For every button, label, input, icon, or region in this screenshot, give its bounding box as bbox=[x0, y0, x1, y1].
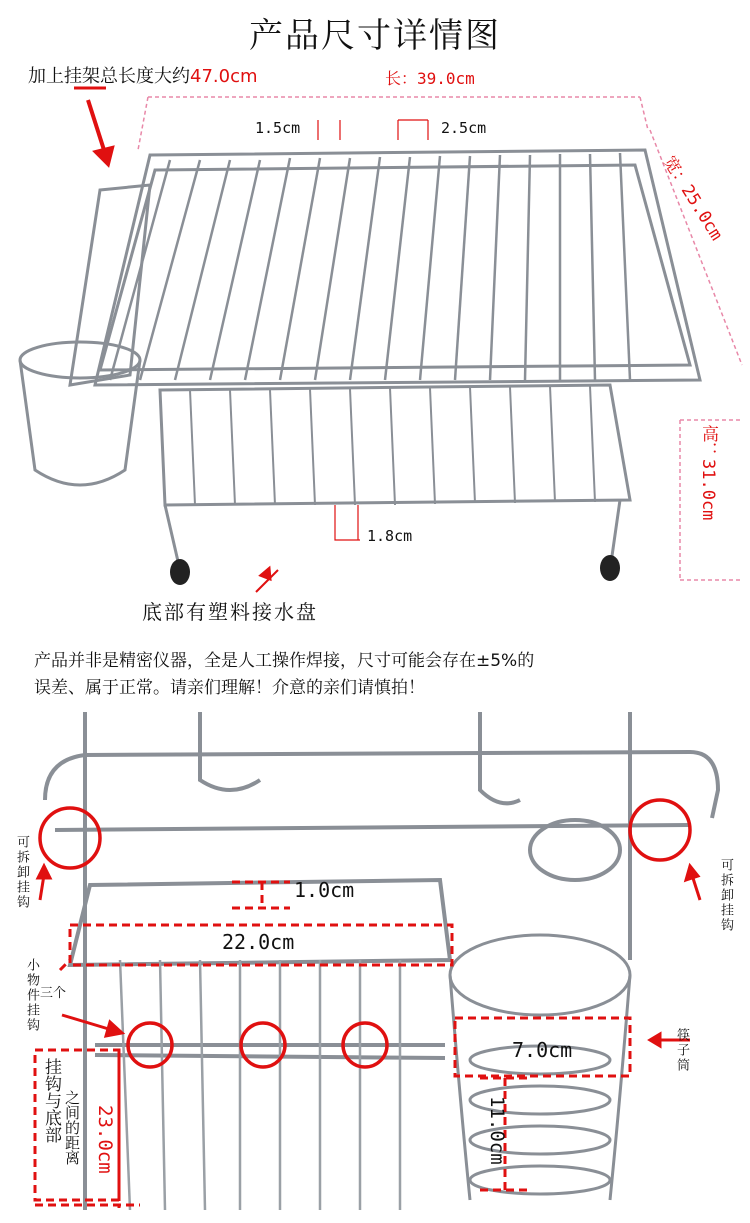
hook-length-note bbox=[28, 62, 258, 88]
hook-length-value: 47.0cm bbox=[190, 66, 258, 87]
disclaimer-line-2: 误差、属于正常。请亲们理解！介意的亲们请慎拍！ bbox=[34, 678, 425, 698]
cup-height-label: 11.0cm bbox=[486, 1096, 508, 1165]
three-count-label: 三个 bbox=[40, 986, 67, 1001]
bottom-gap-label: 1.8cm bbox=[367, 527, 413, 545]
width-label: 宽：25.0cm bbox=[658, 152, 727, 245]
hook-distance-label-2: 之间的距离 bbox=[63, 1090, 81, 1165]
gap-large-label: 2.5cm bbox=[441, 119, 487, 137]
small-item-hooks-label: 小物件挂钩 bbox=[24, 958, 39, 1033]
page-title: 产品尺寸详情图 bbox=[249, 16, 501, 56]
cup-width-label: 7.0cm bbox=[512, 1038, 573, 1062]
detachable-hook-right: 可拆卸挂钩 bbox=[718, 858, 733, 933]
height-label: 高：31.0cm bbox=[698, 425, 718, 521]
basket-length-label: 22.0cm bbox=[222, 930, 295, 954]
disclaimer bbox=[34, 648, 534, 702]
disclaimer-line-1: 产品并非是精密仪器，全是人工操作焊接，尺寸可能会存在±5%的 bbox=[34, 651, 535, 671]
rail-gap-label: 1.0cm bbox=[294, 878, 355, 902]
hook-distance-value: 23.0cm bbox=[94, 1105, 116, 1174]
chopstick-holder-label: 筷子筒 bbox=[674, 1028, 689, 1073]
hook-distance-label: 挂钩与底部 bbox=[41, 1058, 61, 1143]
detachable-hook-left: 可拆卸挂钩 bbox=[14, 835, 29, 910]
gap-small-label: 1.5cm bbox=[255, 119, 301, 137]
length-label: 长：39.0cm bbox=[385, 69, 475, 88]
hook-length-label: 加上挂架总长度大约 bbox=[28, 66, 190, 87]
tray-note: 底部有塑料接水盘 bbox=[142, 600, 318, 624]
